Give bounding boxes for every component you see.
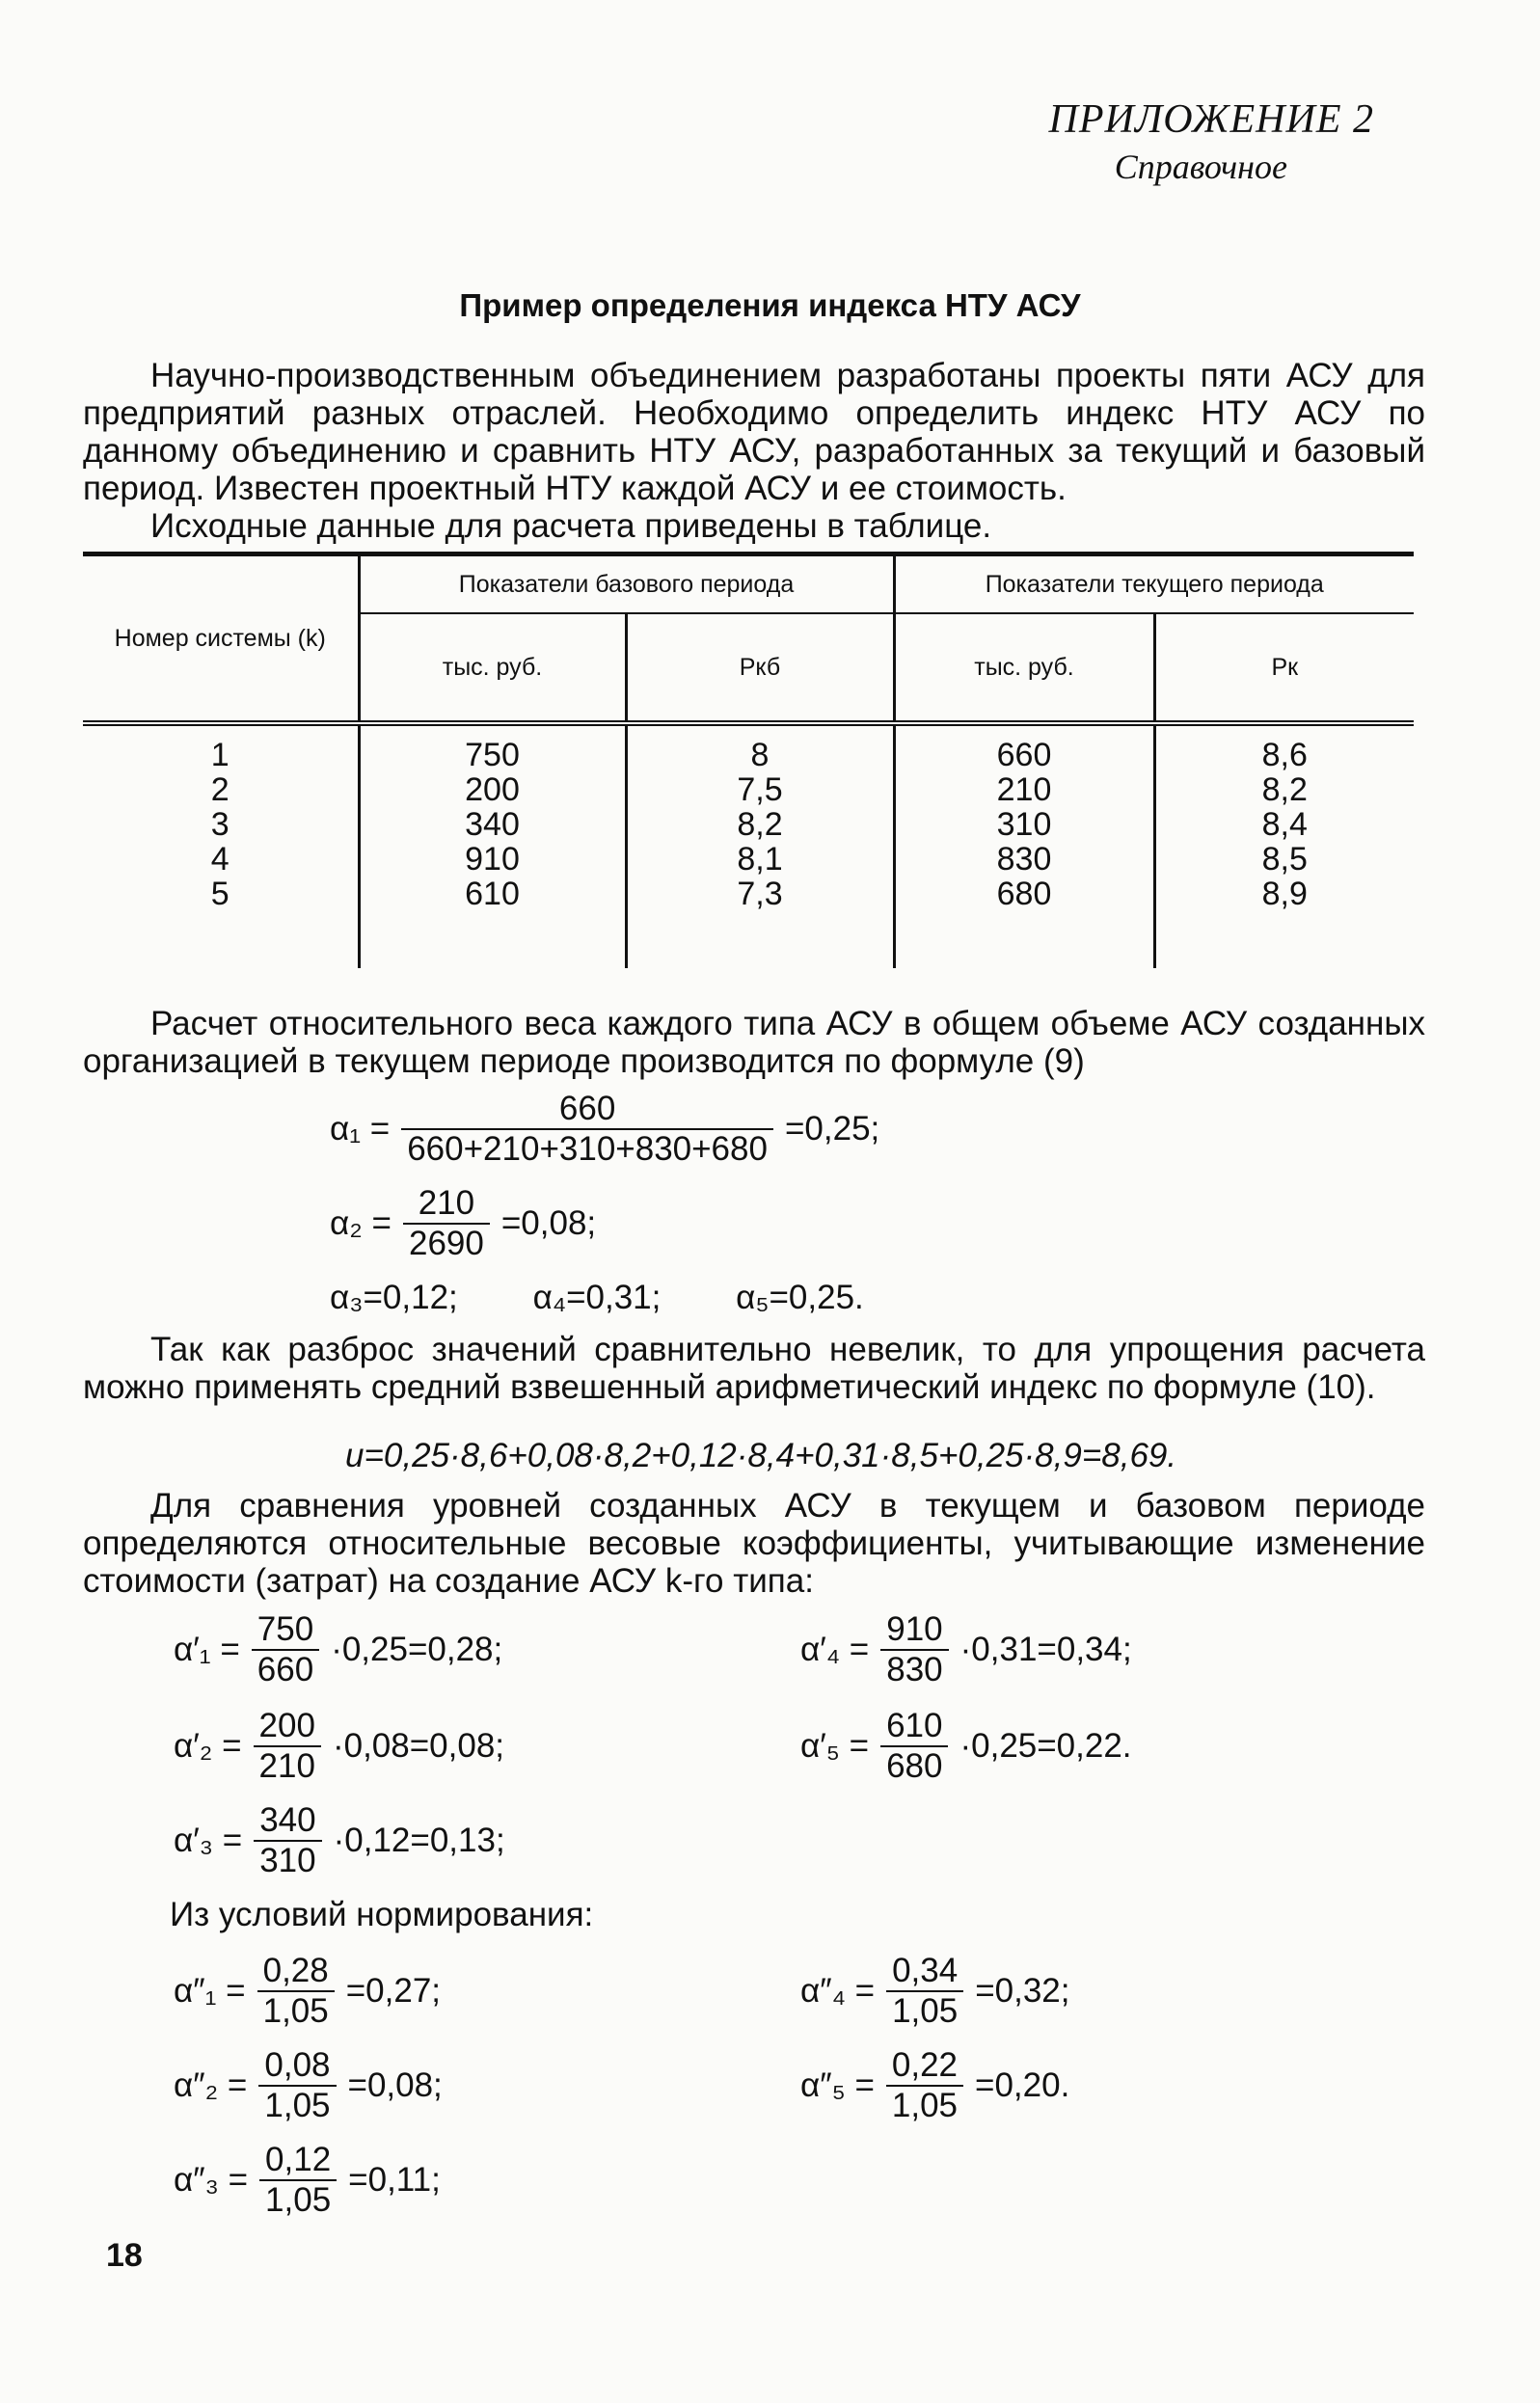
- header-base-cost: тыс. руб.: [359, 613, 626, 723]
- header-current-p: Pк: [1154, 613, 1414, 723]
- weight-alpha2: α′₂ = $\frac{200}{210}$ ·0,08=0,08;: [174, 1707, 505, 1785]
- norm-alpha5: α″₅ = $\frac{0,22}{1,05}$ =0,20.: [800, 2046, 1070, 2124]
- weight-alpha3: α′₃ = $\frac{340}{310}$ ·0,12=0,13;: [174, 1801, 505, 1879]
- normalization-heading: Из условий нормирования:: [170, 1896, 594, 1933]
- weight-alpha1: α′₁ = $\frac{750}{660}$ ·0,25=0,28;: [174, 1610, 503, 1688]
- appendix-label: ПРИЛОЖЕНИЕ 2: [1048, 97, 1374, 142]
- alpha2-formula: α₂ = $\frac{210}{2690}$ =0,08;: [330, 1184, 597, 1262]
- calc-paragraph-3: Для сравнения уровней созданных АСУ в текущем и базовом периоде определяются относительные весовые коэффициенты, учитывающие изменение стоимости (затрат) на создание АСУ k-го типа:: [83, 1487, 1425, 1600]
- weight-alpha5: α′₅ = $\frac{610}{680}$ ·0,25=0,22.: [800, 1707, 1132, 1785]
- header-base-period: Показатели базового периода: [359, 554, 894, 614]
- header-current-cost: тыс. руб.: [894, 613, 1154, 723]
- weight-alpha4: α′₄ = $\frac{910}{830}$ ·0,31=0,34;: [800, 1610, 1132, 1688]
- column-base-p-values: 8 7,5 8,2 8,1 7,3: [626, 723, 894, 968]
- appendix-type: Справочное: [1114, 148, 1287, 186]
- index-formula: u=0,25·8,6+0,08·8,2+0,12·8,4+0,31·8,5+0,25·8,9=8,69.: [345, 1437, 1177, 1474]
- norm-alpha1: α″₁ = $\frac{0,28}{1,05}$ =0,27;: [174, 1952, 442, 2030]
- norm-alpha3: α″₃ = $\frac{0,12}{1,05}$ =0,11;: [174, 2141, 441, 2219]
- column-base-cost-values: 750 200 340 910 610: [359, 723, 626, 968]
- column-current-cost-values: 660 210 310 830 680: [894, 723, 1154, 968]
- norm-alpha4: α″₄ = $\frac{0,34}{1,05}$ =0,32;: [800, 1952, 1070, 2030]
- alpha1-formula: α₁ = $\frac{660}{660+210+310+830+680}$ =0,25;: [330, 1090, 880, 1168]
- intro-table-note: Исходные данные для расчета приведены в таблице.: [150, 507, 992, 545]
- header-base-p: Pкб: [626, 613, 894, 723]
- intro-paragraph: Научно-производственным объединением разработаны проекты пяти АСУ для предприятий разных отраслей. Необходимо определить индекс НТУ АСУ по данному объединению и сравнить НТУ АСУ, разработанных за текущий и базовый период. Известен проектный НТУ каждой АСУ и ее стоимость.: [83, 357, 1425, 507]
- calc-paragraph-1: Расчет относительного веса каждого типа АСУ в общем объеме АСУ созданных организацией в текущем периоде производится по формуле (9): [83, 1005, 1425, 1080]
- column-current-p-values: 8,6 8,2 8,4 8,5 8,9: [1154, 723, 1414, 968]
- alpha345-values: α₃=0,12; α₄=0,31; α₅=0,25.: [330, 1279, 864, 1316]
- norm-alpha2: α″₂ = $\frac{0,08}{1,05}$ =0,08;: [174, 2046, 443, 2124]
- column-system-values: 1 2 3 4 5: [210, 737, 230, 912]
- source-data-table: [83, 552, 1414, 968]
- header-current-period: Показатели текущего периода: [894, 554, 1414, 614]
- page-title: Пример определения индекса НТУ АСУ: [459, 287, 1081, 323]
- header-system-number: Номер системы (k): [83, 554, 359, 724]
- calc-paragraph-2: Так как разброс значений сравнительно невелик, то для упрощения расчета можно применять средний взвешенный арифметический индекс по формуле (10).: [83, 1331, 1425, 1406]
- page-number: 18: [106, 2237, 143, 2274]
